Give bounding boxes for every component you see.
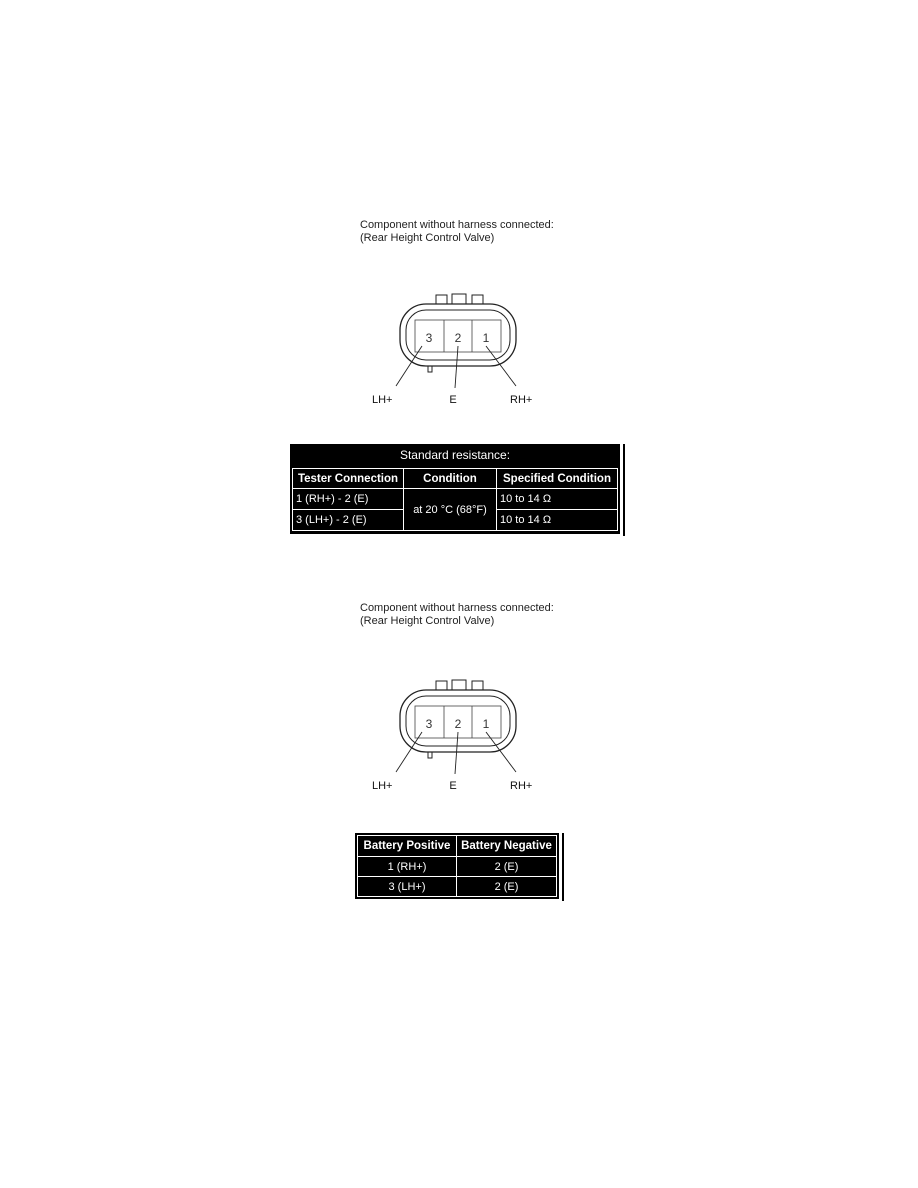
- pin-2-label: 2: [454, 331, 462, 345]
- table1-shadow: [623, 444, 625, 536]
- table2-row2-positive: 3 (LH+): [358, 877, 457, 897]
- connector-diagram-2: [358, 676, 558, 796]
- table1-header-condition: Condition: [404, 469, 497, 489]
- battery-connection-table: [355, 833, 559, 899]
- table2-header-battery-negative: Battery Negative: [457, 836, 557, 857]
- table1-row2-spec: 10 to 14 Ω: [497, 510, 618, 531]
- table1-title: Standard resistance:: [399, 448, 511, 462]
- table1-row1-connection: 1 (RH+) - 2 (E): [293, 489, 404, 510]
- table-row: [358, 857, 557, 877]
- figure1-caption: [360, 219, 554, 245]
- table2-shadow: [562, 833, 564, 901]
- pin-1-label: 1: [482, 331, 490, 345]
- table1-header-tester-connection: Tester Connection: [293, 469, 404, 489]
- figure1-caption-line1: Component without harness connected:: [360, 219, 554, 231]
- figure2-caption-line1: Component without harness connected:: [360, 602, 554, 614]
- lh-plus-label: LH+: [372, 780, 393, 792]
- table1-condition: at 20 °C (68°F): [404, 489, 497, 531]
- rh-plus-label: RH+: [510, 780, 533, 792]
- e-label: E: [449, 780, 457, 792]
- figure1-caption-line2: (Rear Height Control Valve): [360, 232, 495, 244]
- table1-row1-spec: 10 to 14 Ω: [497, 489, 618, 510]
- pin-3-label: 3: [425, 717, 433, 731]
- connector-diagram-1: [358, 290, 558, 410]
- pin-3-label: 3: [425, 331, 433, 345]
- figure2-caption-line2: (Rear Height Control Valve): [360, 615, 495, 627]
- standard-resistance-table: [290, 444, 620, 534]
- e-label: E: [449, 394, 457, 406]
- table-row: [358, 877, 557, 897]
- table-row: [293, 489, 618, 510]
- rh-plus-label: RH+: [510, 394, 533, 406]
- table2-header-battery-positive: Battery Positive: [358, 836, 457, 857]
- lh-plus-label: LH+: [372, 394, 393, 406]
- table2-row1-negative: 2 (E): [457, 857, 557, 877]
- pin-2-label: 2: [454, 717, 462, 731]
- pin-1-label: 1: [482, 717, 490, 731]
- table1-header-specified-condition: Specified Condition: [497, 469, 618, 489]
- table2-row1-positive: 1 (RH+): [358, 857, 457, 877]
- table1-row2-connection: 3 (LH+) - 2 (E): [293, 510, 404, 531]
- figure2-caption: [360, 602, 554, 628]
- table2-row2-negative: 2 (E): [457, 877, 557, 897]
